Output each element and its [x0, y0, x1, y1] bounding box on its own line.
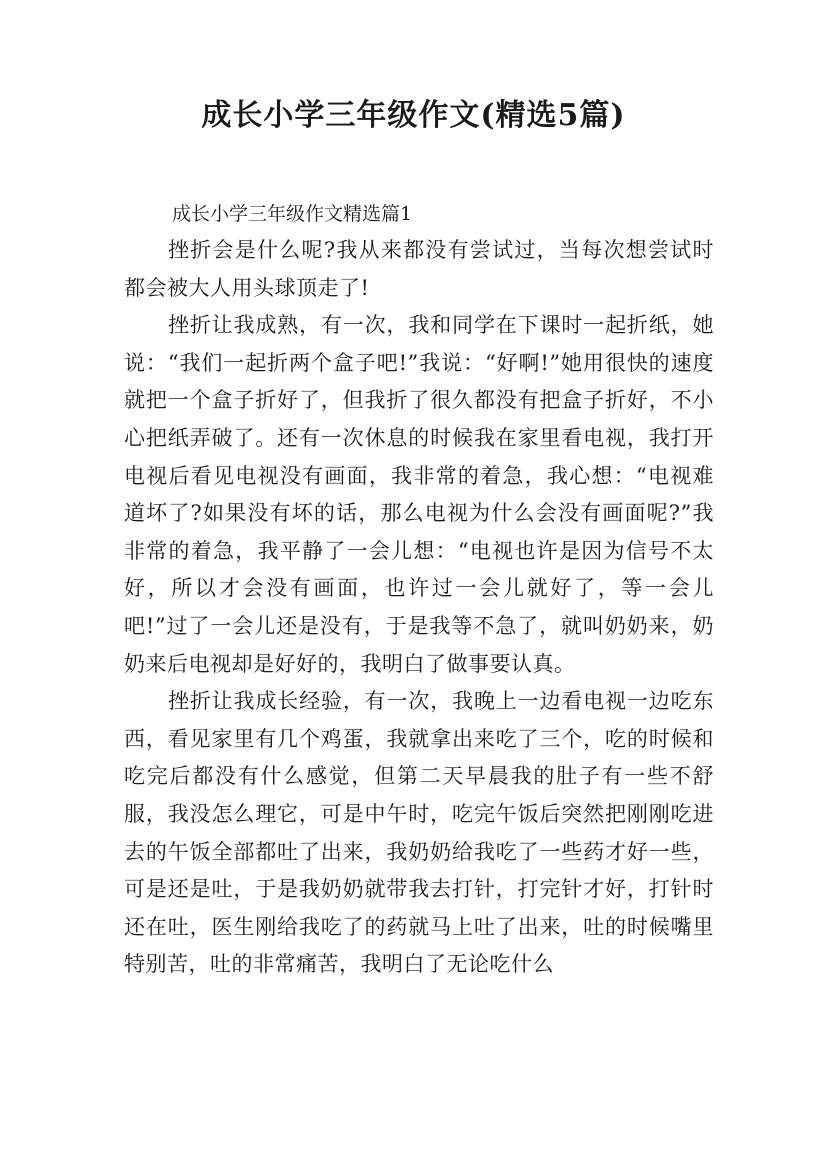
- paragraph-3: 挫折让我成长经验，有一次，我晚上一边看电视一边吃东西，看见家里有几个鸡蛋，我就拿出来吃了三个，吃的时候和吃完后都没有什么感觉，但第二天早晨我的肚子有一些不舒服，我没怎么理它，可是中午时，吃完午饭后突然把刚刚吃进去的午饭全部都吐了出来，我奶奶给我吃了一些药才好一些，可是还是吐，于是我奶奶就带我去打针，打完针才好，打针时还在吐，医生刚给我吃了的药就马上吐了出来，吐的时候嘴里特别苦，吐的非常痛苦，我明白了无论吃什么: [124, 689, 714, 977]
- paragraph-2: 挫折让我成熟，有一次，我和同学在下课时一起折纸，她说：“我们一起折两个盒子吧!”我说：“好啊!”她用很快的速度就把一个盒子折好了，但我折了很久都没有把盒子折好，不小心把纸弄破了。还有一次休息的时候我在家里看电视，我打开电视后看见电视没有画面，我非常的着急，我心想：“电视难道坏了?如果没有坏的话，那么电视为什么会没有画面呢?”我非常的着急，我平静了一会儿想：“电视也许是因为信号不太好，所以才会没有画面，也许过一会儿就好了，等一会儿吧!”过了一会儿还是没有，于是我等不急了，就叫奶奶来，奶奶来后电视却是好好的，我明白了做事要认真。: [124, 313, 714, 676]
- section-heading: 成长小学三年级作文精选篇1: [172, 203, 413, 225]
- document-body: [124, 196, 714, 984]
- paragraph-1: 挫折会是什么呢?我从来都没有尝试过，当每次想尝试时都会被大人用头球顶走了!: [124, 238, 714, 300]
- document-title: 成长小学三年级作文(精选5篇): [201, 98, 626, 133]
